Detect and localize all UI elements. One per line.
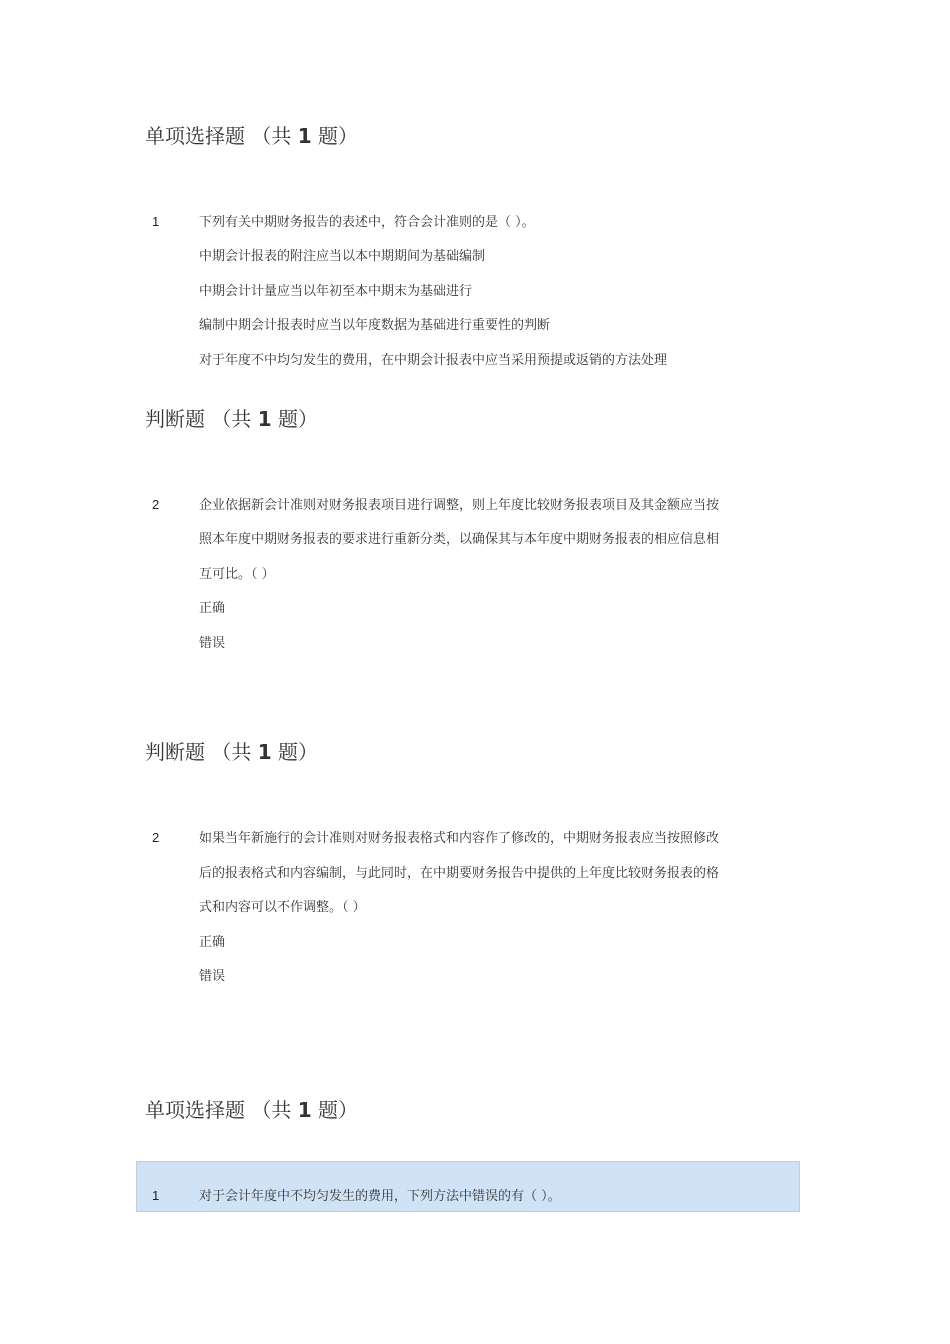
answer-option[interactable]: 中期会计计量应当以年初至本中期末为基础进行 bbox=[199, 284, 473, 299]
answer-option[interactable]: 中期会计报表的附注应当以本中期期间为基础编制 bbox=[199, 249, 486, 264]
section-title: 单项选择题 （共 1 题） bbox=[145, 1098, 358, 1122]
answer-option-false[interactable]: 错误 bbox=[199, 636, 226, 651]
section-title: 判断题 （共 1 题） bbox=[145, 740, 318, 764]
question-number: 1 bbox=[152, 214, 160, 229]
question-number: 2 bbox=[152, 497, 160, 512]
answer-option-false[interactable]: 错误 bbox=[199, 969, 226, 984]
question-text: 对于会计年度中不均匀发生的费用，下列方法中错误的有（ ）。 bbox=[199, 1189, 561, 1204]
question-text: 企业依据新会计准则对财务报表项目进行调整，则上年度比较财务报表项目及其金额应当按 bbox=[199, 498, 720, 513]
question-text: 下列有关中期财务报告的表述中，符合会计准则的是（ ）。 bbox=[199, 215, 535, 230]
question-number: 1 bbox=[152, 1188, 160, 1203]
question-number: 2 bbox=[152, 830, 160, 845]
answer-option[interactable]: 编制中期会计报表时应当以年度数据为基础进行重要性的判断 bbox=[199, 318, 551, 333]
section-title: 单项选择题 （共 1 题） bbox=[145, 124, 358, 148]
question-text: 互可比。（ ） bbox=[199, 567, 275, 582]
question-text: 后的报表格式和内容编制，与此同时，在中期要财务报告中提供的上年度比较财务报表的格 bbox=[199, 866, 720, 881]
question-text: 如果当年新施行的会计准则对财务报表格式和内容作了修改的，中期财务报表应当按照修改 bbox=[199, 831, 720, 846]
answer-option-true[interactable]: 正确 bbox=[199, 601, 226, 616]
question-text: 照本年度中期财务报表的要求进行重新分类，以确保其与本年度中期财务报表的相应信息相 bbox=[199, 532, 720, 547]
section-title: 判断题 （共 1 题） bbox=[145, 407, 318, 431]
answer-option-true[interactable]: 正确 bbox=[199, 935, 226, 950]
answer-option[interactable]: 对于年度不中均匀发生的费用，在中期会计报表中应当采用预提或返销的方法处理 bbox=[199, 353, 668, 368]
question-text: 式和内容可以不作调整。（ ） bbox=[199, 900, 366, 915]
